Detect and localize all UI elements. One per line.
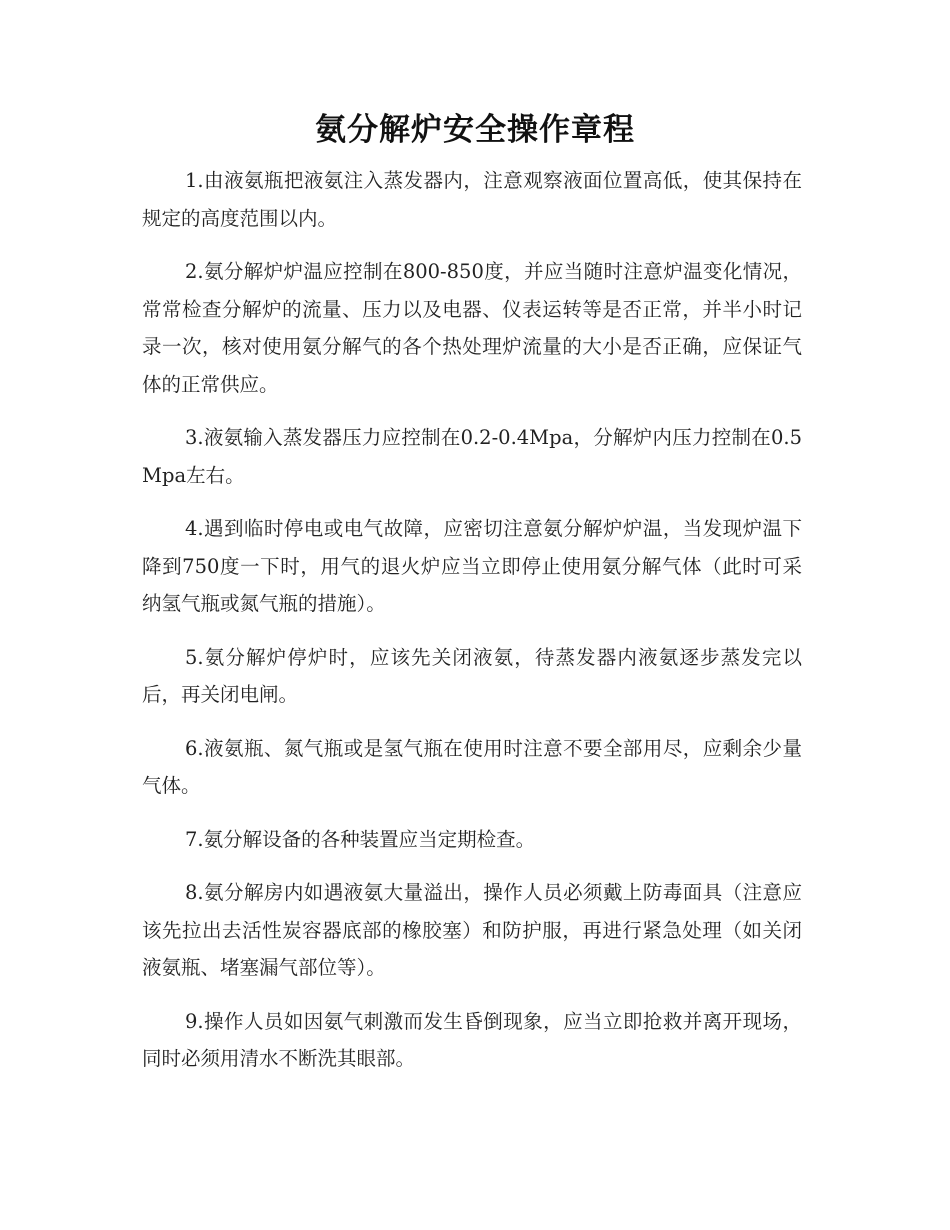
document-body [142,162,802,1094]
paragraph-1: 1.由液氨瓶把液氨注入蒸发器内，注意观察液面位置高低，使其保持在规定的高度范围以内。 [142,169,802,230]
paragraph-7: 7.氨分解设备的各种装置应当定期检查。 [185,827,536,851]
paragraph-2: 2.氨分解炉炉温应控制在800-850度，并应当随时注意炉温变化情况，常常检查分解炉的流量、压力以及电器、仪表运转等是否正常，并半小时记录一次，核对使用氨分解气的各个热处理炉流量的大小是否正确，应保证气体的正常供应。 [142,260,802,396]
paragraph-9: 9.操作人员如因氨气刺激而发生昏倒现象，应当立即抢救并离开现场，同时必须用清水不断洗其眼部。 [142,1009,802,1070]
paragraph-4: 4.遇到临时停电或电气故障，应密切注意氨分解炉炉温，当发现炉温下降到750度一下时，用气的退火炉应当立即停止使用氨分解气体（此时可采纳氢气瓶或氮气瓶的措施）。 [142,517,802,615]
paragraph-3: 3.液氨输入蒸发器压力应控制在0.2-0.4Mpa，分解炉内压力控制在0.5Mpa左右。 [142,426,802,487]
paragraph-6: 6.液氨瓶、氮气瓶或是氢气瓶在使用时注意不要全部用尽，应剩余少量气体。 [142,736,802,797]
paragraph-5: 5.氨分解炉停炉时，应该先关闭液氨，待蒸发器内液氨逐步蒸发完以后，再关闭电闸。 [142,645,802,706]
paragraph-8: 8.氨分解房内如遇液氨大量溢出，操作人员必须戴上防毒面具（注意应该先拉出去活性炭容器底部的橡胶塞）和防护服，再进行紧急处理（如关闭液氨瓶、堵塞漏气部位等）。 [142,881,802,979]
document-title: 氨分解炉安全操作章程 [315,112,635,148]
